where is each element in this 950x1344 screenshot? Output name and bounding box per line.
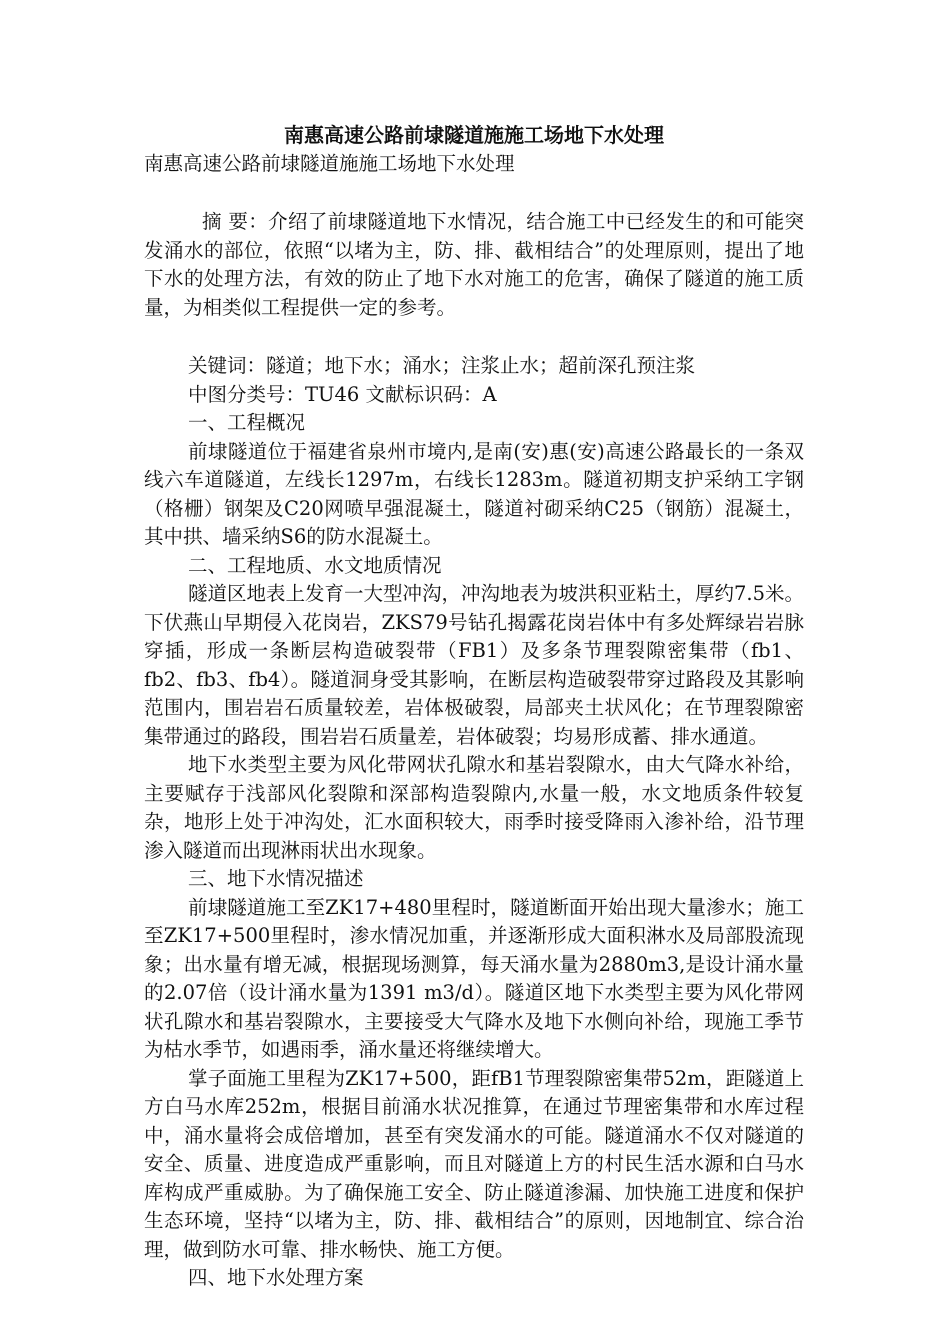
section-heading: 二、工程地质、水文地质情况 [188, 553, 442, 577]
document-subtitle: 南惠高速公路前埭隧道施施工场地下水处理 [144, 152, 515, 175]
document-title: 南惠高速公路前埭隧道施施工场地下水处理 [284, 123, 664, 147]
paragraph: 前埭隧道位于福建省泉州市境内,是南(安)惠(安)高速公路最长的一条双线六车道隧道，左线长1297m，右线长1283m。隧道初期支护采纳工字钢（格栅）钢架及C20网喷早强混凝土，隧道衬砌采纳C25（钢筋）混凝土，其中拱、墙采纳S6的防水混凝土。 [144, 439, 804, 548]
paragraph: 隧道区地表上发育一大型冲沟，冲沟地表为坡洪积亚粘土，厚约7.5米。下伏燕山早期侵入花岗岩，ZKS79号钻孔揭露花岗岩体中有多处辉绿岩岩脉穿插，形成一条断层构造破裂带（FB1）及多条节理裂隙密集带（fb1、fb2、fb3、fb4）。隧道洞身受其影响，在断层构造破裂带穿过路段及其影响范围内，围岩岩石质量较差，岩体极破裂，局部夹土状风化；在节理裂隙密集带通过的路段，围岩岩石质量差，岩体破裂；均易形成蓄、排水通道。 [144, 582, 805, 748]
paragraph: 地下水类型主要为风化带网状孔隙水和基岩裂隙水，由大气降水补给，主要赋存于浅部风化裂隙和深部构造裂隙内,水量一般，水文地质条件较复杂，地形上处于冲沟处，汇水面积较大，雨季时接受降雨入渗补给，沿节理渗入隧道而出现淋雨状出水现象。 [144, 753, 804, 862]
paragraph: 前埭隧道施工至ZK17+480里程时，隧道断面开始出现大量渗水；施工至ZK17+500里程时，渗水情况加重，并逐渐形成大面积淋水及局部股流现象；出水量有增无减，根据现场测算，每天涌水量为2880m3,是设计涌水量的2.07倍（设计涌水量为1391 m3/d）。隧道区地下水类型主要为风化带网状孔隙水和基岩裂隙水，主要接受大气降水及地下水侧向补给，现施工季节为枯水季节，如遇雨季，涌水量还将继续增大。 [144, 895, 804, 1061]
abstract: 摘 要：介绍了前埭隧道地下水情况，结合施工中已经发生的和可能突发涌水的部位，依照“以堵为主，防、排、截相结合”的处理原则，提出了地下水的处理方法，有效的防止了地下水对施工的危害，确保了隧道的施工质量，为相类似工程提供一定的参考。 [144, 210, 804, 319]
classification: 中图分类号：TU46 文献标识码：A [188, 382, 497, 406]
section-heading: 三、地下水情况描述 [188, 867, 364, 890]
keywords: 关键词：隧道；地下水；涌水；注浆止水；超前深孔预注浆 [188, 354, 696, 377]
spacer [144, 178, 804, 208]
document-page [144, 120, 804, 1293]
spacer [144, 322, 804, 352]
section-heading: 一、工程概况 [188, 411, 306, 434]
paragraph: 掌子面施工里程为ZK17+500，距fB1节理裂隙密集带52m，距隧道上方白马水库252m，根据目前涌水状况推算，在通过节理密集带和水库过程中，涌水量将会成倍增加，甚至有突发涌水的可能。隧道涌水不仅对隧道的安全、质量、进度造成严重影响，而且对隧道上方的村民生活水源和白马水库构成严重威胁。为了确保施工安全、防止隧道渗漏、加快施工进度和保护生态环境，坚持“以堵为主，防、排、截相结合”的原则，因地制宜、综合治理，做到防水可靠、排水畅快、施工方便。 [144, 1066, 804, 1261]
section-heading: 四、地下水处理方案 [188, 1266, 364, 1289]
